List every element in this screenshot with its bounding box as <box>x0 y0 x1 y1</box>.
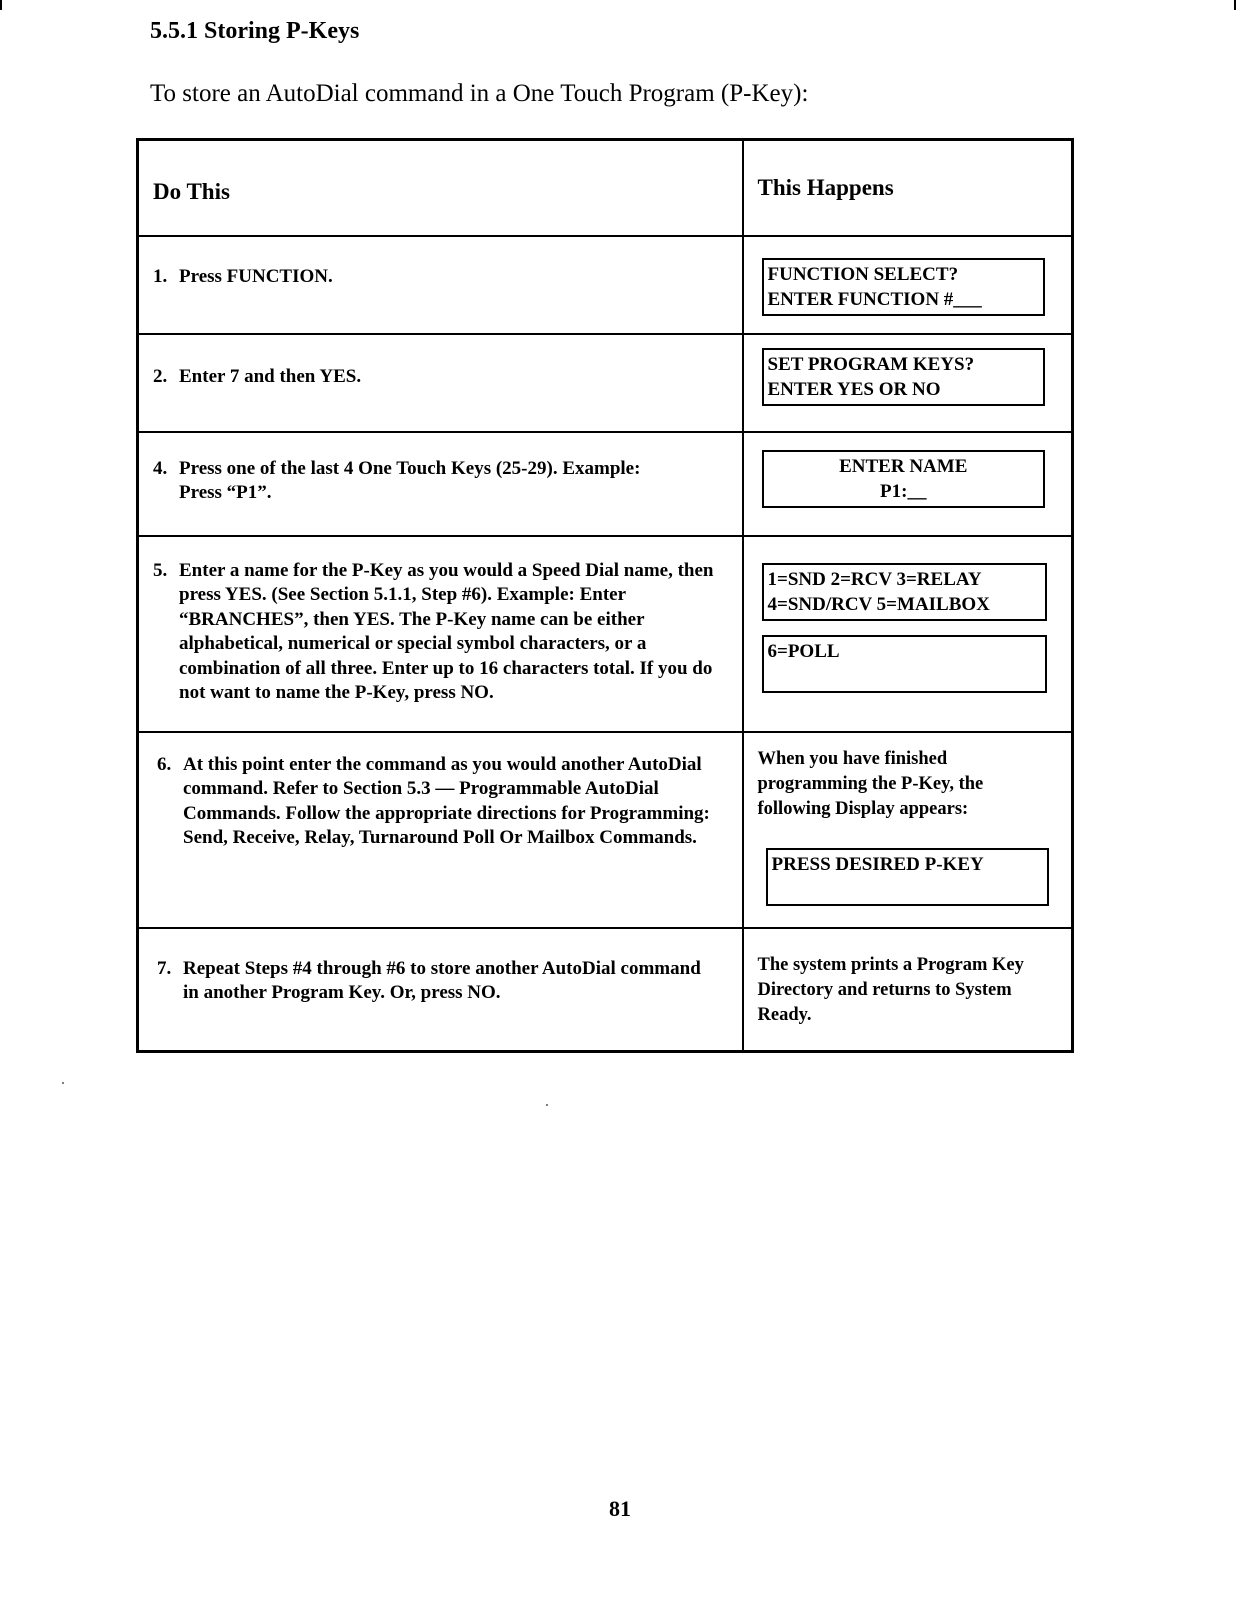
lcd-display <box>762 258 1046 316</box>
step-cell <box>138 732 743 928</box>
section-heading: 5.5.1 Storing P-Keys <box>150 18 360 44</box>
lcd-line: SET PROGRAM KEYS? <box>767 353 975 375</box>
lcd-line: ENTER FUNCTION #___ <box>767 288 982 310</box>
page-number: 81 <box>609 1496 631 1521</box>
lcd-line: P1:__ <box>880 480 927 502</box>
lcd-line: 1=SND 2=RCV 3=RELAY <box>767 568 982 590</box>
step-text: Enter a name for the P-Key as you would a Speed Dial name, then press YES. (See Section 5.1.1, Step #6). Example: Enter “BRANCHES”, then YES. The P-Key name can be either alphabetical, numerical or special symbol characters, or a combination of all three. Enter up to 16 characters total. If you do not want to name the P-Key, press NO. <box>179 559 714 703</box>
scan-speck <box>62 1082 64 1084</box>
lcd-line: ENTER NAME <box>839 455 968 477</box>
step-number: 5. <box>153 559 168 581</box>
step-cell <box>138 928 743 1052</box>
lcd-display <box>762 450 1046 508</box>
step-number: 4. <box>153 457 168 479</box>
step-number: 2. <box>153 365 168 387</box>
result-cell <box>743 432 1073 536</box>
result-cell <box>743 732 1073 928</box>
table-row <box>138 236 1073 334</box>
step-number: 6. <box>157 753 172 775</box>
scan-edge-mark-left <box>0 0 2 10</box>
step-cell <box>138 236 743 334</box>
lcd-line: FUNCTION SELECT? <box>767 263 959 285</box>
result-cell <box>743 334 1073 432</box>
scan-speck <box>546 1104 548 1106</box>
step-number: 7. <box>157 957 172 979</box>
step-text: At this point enter the command as you would another AutoDial command. Refer to Section 5.3 — Programmable AutoDial Commands. Follow the appropriate directions for Programming: Send, Receive, Relay, Turnaround Poll Or Mailbox Commands. <box>183 753 710 848</box>
result-note: The system prints a Program Key Directory and returns to System Ready. <box>757 954 1024 1025</box>
result-cell <box>743 536 1073 732</box>
table-row <box>138 732 1073 928</box>
step-cell <box>138 334 743 432</box>
lcd-display <box>762 563 1048 621</box>
result-cell <box>743 236 1073 334</box>
table-row <box>138 928 1073 1052</box>
lcd-line: 6=POLL <box>767 640 840 662</box>
step-cell <box>138 432 743 536</box>
intro-text: To store an AutoDial command in a One Touch Program (P-Key): <box>150 80 809 107</box>
scan-edge-mark-right <box>1234 0 1236 10</box>
lcd-display <box>766 848 1050 906</box>
lcd-display <box>762 348 1046 406</box>
step-text: Enter 7 and then YES. <box>179 365 362 387</box>
step-cell <box>138 536 743 732</box>
result-note: When you have finished programming the P-Key, the following Display appears: <box>757 748 984 819</box>
result-cell <box>743 928 1073 1052</box>
steps-table <box>136 138 1074 1053</box>
lcd-line: ENTER YES OR NO <box>767 378 941 400</box>
step-number: 1. <box>153 265 168 287</box>
table-row <box>138 536 1073 732</box>
lcd-line: 4=SND/RCV 5=MAILBOX <box>767 593 990 615</box>
step-text: Press one of the last 4 One Touch Keys (25-29). Example: Press “P1”. <box>179 457 641 503</box>
header-do-this: Do This <box>138 140 743 236</box>
table-row <box>138 334 1073 432</box>
step-text: Repeat Steps #4 through #6 to store another AutoDial command in another Program Key. Or, press NO. <box>183 957 701 1003</box>
lcd-line: PRESS DESIRED P-KEY <box>771 853 984 875</box>
table-header-row <box>138 140 1073 236</box>
step-text: Press FUNCTION. <box>179 265 333 287</box>
table-row <box>138 432 1073 536</box>
lcd-display <box>762 635 1048 693</box>
header-this-happens: This Happens <box>743 140 1073 236</box>
